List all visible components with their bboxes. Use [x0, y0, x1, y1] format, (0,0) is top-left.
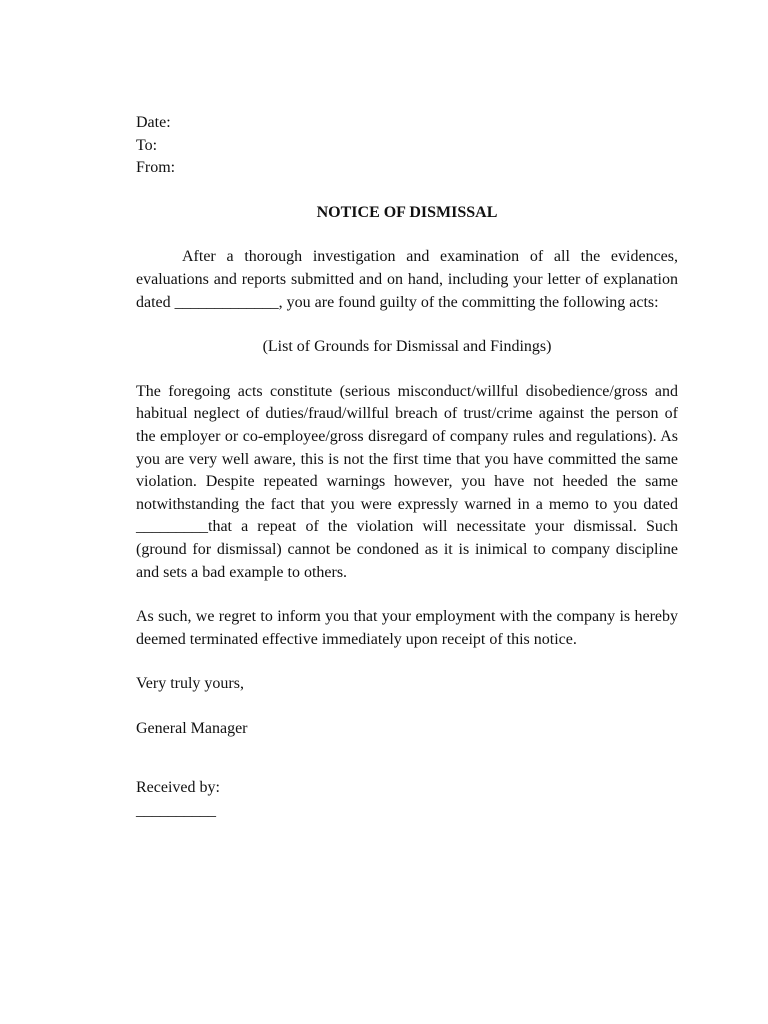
paragraph-violations: The foregoing acts constitute (serious misconduct/willful disobedience/gross and habitual neglect of duties/fraud/willful breach of trust/crime against the person of the employer or co-employee/gross disregard of company rules and regulations). As you are very well aware, this is not the first time that you have committed the same violation. Despite repeated warnings however, you have not heeded the same notwithstanding the fact that you were expressly warned in a memo to you dated _________that a repeat of the violation will necessitate your dismissal. Such (ground for dismissal) cannot be condoned as it is inimical to company discipline and sets a bad example to others. [136, 382, 678, 581]
signer-title: General Manager [136, 719, 248, 737]
received-by-label: Received by: [136, 779, 220, 797]
date-label: Date: [136, 114, 171, 131]
paragraph-investigation: After a thorough investigation and examination of all the evidences, evaluations and reports submitted and on hand, including your letter of explanation dated _____________, you are found guilty of the committing the following acts: [136, 248, 678, 311]
letter-header [136, 112, 678, 180]
document-title: NOTICE OF DISMISSAL [316, 203, 498, 221]
received-signature-line: __________ [136, 802, 216, 820]
document-page [136, 112, 678, 823]
paragraph-termination: As such, we regret to inform you that your employment with the company is hereby deemed terminated effective immediately upon receipt of this notice. [136, 608, 678, 648]
grounds-placeholder: (List of Grounds for Dismissal and Findings) [262, 338, 552, 356]
closing-salutation: Very truly yours, [136, 675, 244, 693]
to-label: To: [136, 136, 158, 154]
received-by-block [136, 777, 678, 822]
from-label: From: [136, 159, 176, 177]
